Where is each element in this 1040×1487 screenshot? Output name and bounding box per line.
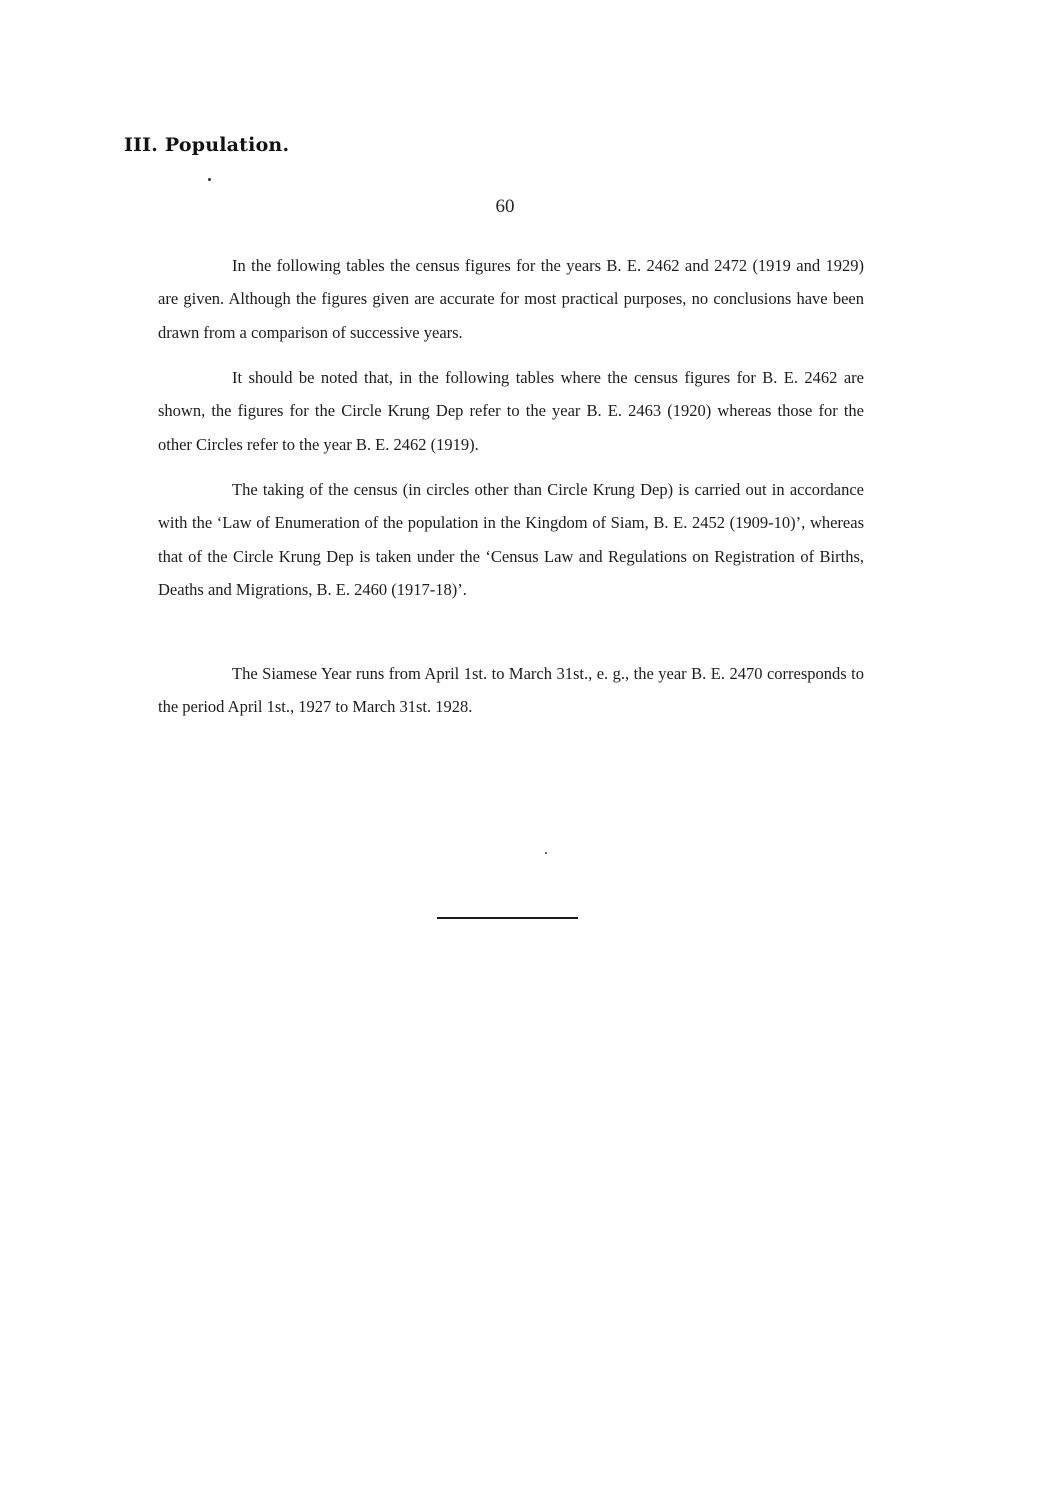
paragraph-census-years: In the following tables the census figures for the years B. E. 2462 and 2472 (1919 and 1929) are given. Although the figures given are accurate for most practical purposes, no conclusions have been drawn from a comparison of successive years. (158, 255, 864, 342)
page-number: 60 (495, 196, 515, 217)
paragraph-krung-dep-note: It should be noted that, in the following tables where the census figures for B. E. 2462 are shown, the figures for the Circle Krung Dep refer to the year B. E. 2463 (1920) whereas those for the other Circles refer to the year B. E. 2462 (1919). (158, 367, 864, 454)
section-heading: III. Population. (124, 134, 290, 156)
paragraph-siamese-year: The Siamese Year runs from April 1st. to March 31st., e. g., the year B. E. 2470 corresponds to the period April 1st., 1927 to March 31st. 1928. (158, 663, 864, 716)
print-speck (208, 178, 211, 181)
section-end-rule (437, 917, 578, 919)
print-speck (545, 852, 547, 854)
paragraph-census-law: The taking of the census (in circles other than Circle Krung Dep) is carried out in accordance with the ‘Law of Enumeration of the population in the Kingdom of Siam, B. E. 2452 (1909-10)’, whereas that of the Circle Krung Dep is taken under the ‘Census Law and Regulations on Registration of Births, Deaths and Migrations, B. E. 2460 (1917-18)’. (158, 479, 864, 599)
